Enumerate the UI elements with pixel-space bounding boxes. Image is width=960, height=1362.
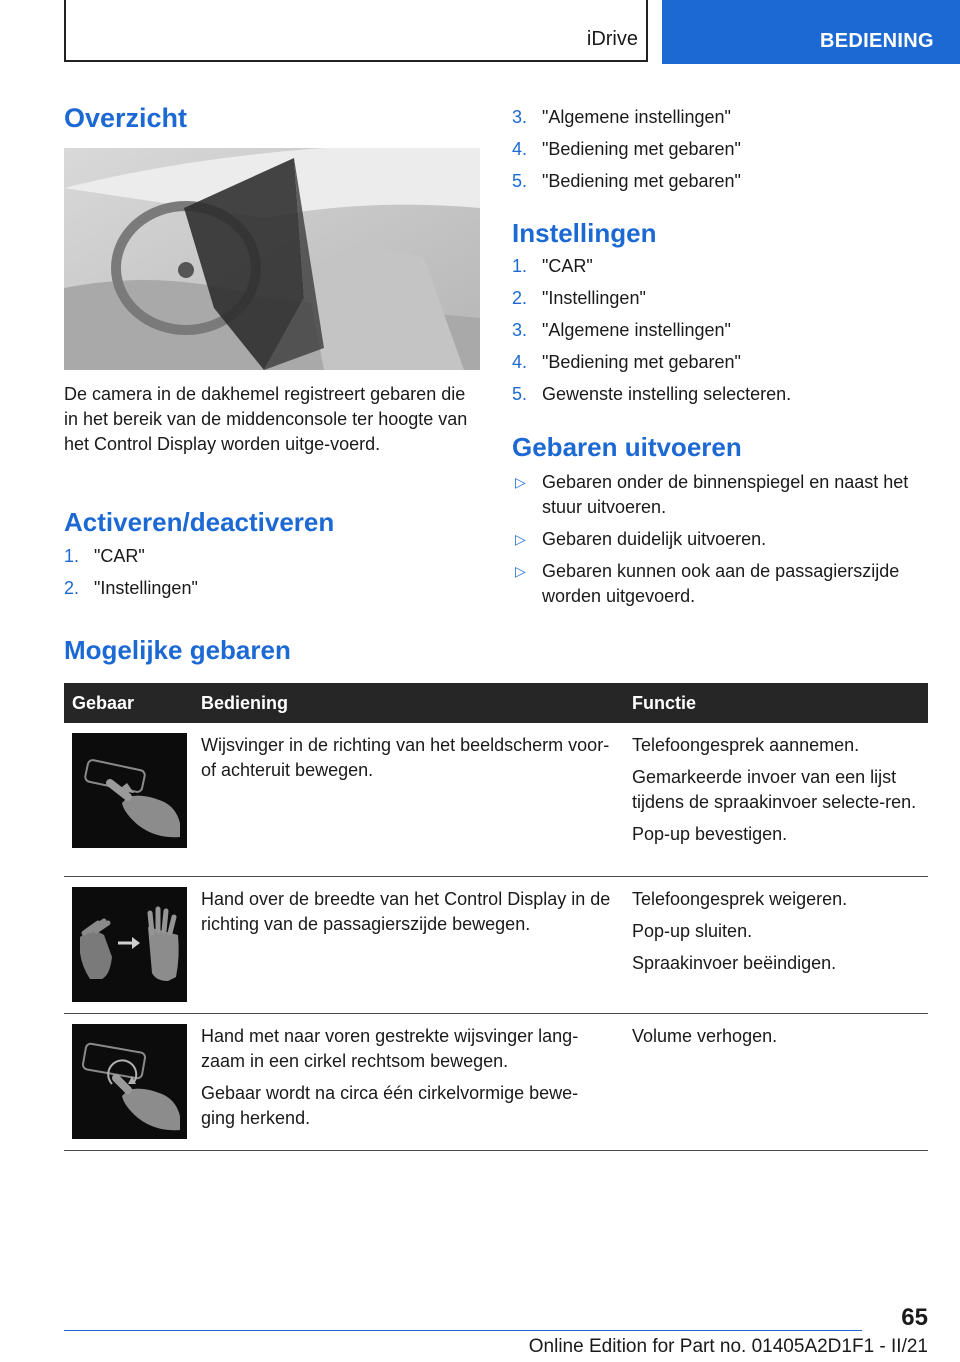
footer-edition: Online Edition for Part no. 01405A2D1F1 - II/21 [528,1336,928,1357]
table-cell: Spraakinvoer beëindigen. [632,953,837,973]
gesture-hand-swipe-icon [72,887,187,1002]
list-item: ▷ Gebaren kunnen ook aan de passagierszijde worden uitgevoerd. [515,561,900,606]
heading-gebaren-uitvoeren: Gebaren uitvoeren [512,432,742,462]
page-number: 65 [901,1304,928,1331]
list-item: 2. "Instellingen" [512,288,646,308]
list-item: ▷ Gebaren onder de binnenspiegel en naast het stuur uitvoeren. [515,472,909,517]
activeren-steps [64,544,474,608]
table-header [64,683,928,723]
table-cell: Telefoongesprek weigeren. [632,889,848,909]
list-item: 4. "Bediening met gebaren" [512,139,741,159]
footer-divider [64,1330,862,1331]
instellingen-steps [512,254,932,414]
list-item: 1. "CAR" [512,256,593,276]
heading-overzicht: Overzicht [64,103,188,133]
gestures-table [64,683,928,1151]
column-header-functie: Functie [632,693,697,713]
uitvoeren-bullets [512,470,932,616]
table-row [64,877,928,1014]
table-cell: Gemarkeerde invoer van een lijst tijdens de spraakinvoer selecte-ren. [632,767,917,812]
car-interior-camera-image [64,148,480,370]
list-item: 1. "CAR" [64,546,145,566]
list-item: 2. "Instellingen" [64,578,198,598]
gesture-point-forward-icon [72,733,187,848]
table-cell: Gebaar wordt na circa één cirkelvormige bewe-ging herkend. [201,1083,579,1128]
table-cell: Telefoongesprek aannemen. [632,735,860,755]
gesture-circle-clockwise-icon [72,1024,187,1139]
triangle-bullet-icon: ▷ [515,474,526,490]
heading-mogelijke-gebaren: Mogelijke gebaren [64,635,291,665]
header-chapter-tab[interactable]: BEDIENING [662,0,960,64]
header-section-title: iDrive [586,28,638,50]
table-cell: Wijsvinger in de richting van het beeldscherm voor- of achteruit bewegen. [201,735,610,780]
triangle-bullet-icon: ▷ [515,563,526,579]
list-item: 4. "Bediening met gebaren" [512,352,741,372]
column-header-gebaar: Gebaar [72,693,135,713]
list-item: 3. "Algemene instellingen" [512,107,731,127]
table-cell: Pop-up bevestigen. [632,824,788,844]
triangle-bullet-icon: ▷ [515,531,526,547]
table-cell: Pop-up sluiten. [632,921,753,941]
list-item: 5. "Bediening met gebaren" [512,171,741,191]
table-row [64,1014,928,1151]
header-frame [64,0,648,62]
activeren-steps-continued [512,105,932,201]
column-header-bediening: Bediening [201,693,289,713]
table-cell: Volume verhogen. [632,1026,778,1046]
heading-instellingen: Instellingen [512,218,657,248]
heading-activeren: Activeren/deactiveren [64,507,335,537]
list-item: 3. "Algemene instellingen" [512,320,731,340]
table-cell: Hand met naar voren gestrekte wijsvinger lang-zaam in een cirkel rechtsom bewegen. [201,1026,579,1071]
overzicht-caption: De camera in de dakhemel registreert gebaren die in het bereik van de middenconsole ter hoogte van het Control Display worden uitge-voerd. [64,384,468,454]
table-row [64,723,928,877]
list-item: 5. Gewenste instelling selecteren. [512,384,792,404]
table-cell: Hand over de breedte van het Control Display in de richting van de passagierszijde bewegen. [201,889,611,934]
list-item: ▷ Gebaren duidelijk uitvoeren. [512,527,932,552]
